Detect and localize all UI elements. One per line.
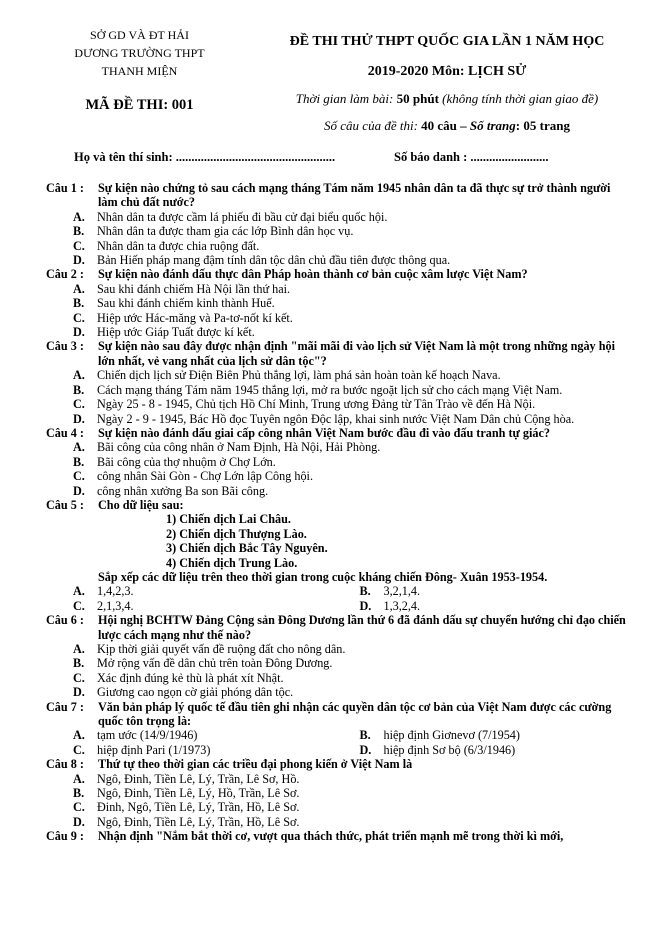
answer-row xyxy=(46,412,646,426)
data-item: 3) Chiến dịch Bắc Tây Nguyên. xyxy=(166,541,328,556)
question xyxy=(46,757,646,771)
answer-option[interactable]: Bãi công của công nhân ở Nam Định, Hà Nội, Hải Phòng. xyxy=(97,440,381,455)
answer-option[interactable]: Sau khi đánh chiếm kinh thành Huế. xyxy=(97,296,275,311)
answer-letter[interactable]: B. xyxy=(73,454,85,469)
answer-letter[interactable]: A. xyxy=(73,728,85,743)
answer-row xyxy=(46,224,646,238)
answer-row xyxy=(46,325,646,339)
question-number: Câu 2 : xyxy=(46,267,84,282)
answer-option[interactable]: Sau khi đánh chiếm Hà Nội lần thứ hai. xyxy=(97,281,291,296)
answer-option[interactable]: 1,4,2,3. xyxy=(97,584,134,599)
answer-row xyxy=(46,743,646,757)
answer-option[interactable]: hiệp định Sơ bộ (6/3/1946) xyxy=(383,742,516,757)
student-id-field[interactable]: Số báo danh : ......................... xyxy=(394,150,549,164)
answer-letter[interactable]: B. xyxy=(73,656,85,671)
answer-option[interactable]: Ngô, Đinh, Tiền Lê, Lý, Trần, Hồ, Lê Sơ. xyxy=(97,814,300,829)
answer-letter[interactable]: C. xyxy=(73,238,85,253)
answer-option[interactable]: Chiến dịch lịch sử Điện Biên Phủ thắng lợi, làm phá sản hoàn toàn kế hoạch Nava. xyxy=(97,368,501,383)
answer-option[interactable]: Mở rộng vấn đề dân chủ trên toàn Đông Dương. xyxy=(97,656,333,671)
answer-option[interactable]: Hiệp ước Giáp Tuất được kí kết. xyxy=(97,325,255,340)
student-info xyxy=(74,150,634,165)
question xyxy=(46,829,646,843)
answer-row xyxy=(46,800,646,814)
answer-row xyxy=(46,772,646,786)
data-item: 4) Chiến dịch Trung Lào. xyxy=(166,555,298,570)
answer-row xyxy=(46,239,646,253)
answer-row xyxy=(46,311,646,325)
answer-option[interactable]: tạm ước (14/9/1946) xyxy=(97,728,198,743)
question xyxy=(46,339,646,368)
department-line-1: SỞ GD VÀ ĐT HẢI xyxy=(90,28,189,42)
answer-option[interactable]: Nhân dân ta được tham gia các lớp Bình dân học vụ. xyxy=(97,224,354,239)
answer-letter[interactable]: C. xyxy=(73,598,85,613)
data-item: 2) Chiến dịch Thượng Lào. xyxy=(166,526,307,541)
answer-row xyxy=(46,815,646,829)
question xyxy=(46,613,646,642)
answer-row xyxy=(46,786,646,800)
answer-option[interactable]: hiệp định Pari (1/1973) xyxy=(97,742,211,757)
answer-letter[interactable]: C. xyxy=(73,397,85,412)
subject: Môn: LỊCH SỬ xyxy=(431,64,527,79)
count-info: Số câu của đề thi: 40 câu – Số trang: 05 trang xyxy=(324,118,570,133)
answer-option[interactable]: Đinh, Ngô, Tiền Lê, Lý, Trần, Hồ, Lê Sơ. xyxy=(97,800,300,815)
answer-letter[interactable]: A. xyxy=(73,642,85,656)
question xyxy=(46,267,646,281)
answer-option[interactable]: Bãi công của thợ nhuộm ở Chợ Lớn. xyxy=(97,454,276,469)
answer-row xyxy=(46,484,646,498)
question-list xyxy=(46,181,646,844)
answer-option[interactable]: hiệp định Giơnevơ (7/1954) xyxy=(383,728,520,743)
answer-row xyxy=(46,210,646,224)
answer-row xyxy=(46,296,646,310)
answer-letter[interactable]: D. xyxy=(73,814,85,829)
answer-letter[interactable]: D. xyxy=(73,411,85,426)
answer-option[interactable]: Ngô, Đinh, Tiền Lê, Lý, Trần, Lê Sơ, Hồ. xyxy=(97,771,300,786)
answer-letter[interactable]: C. xyxy=(73,469,85,484)
answer-row xyxy=(46,282,646,296)
question-text: Sự kiện nào đánh dấu thực dân Pháp hoàn thành cơ bản cuộc xâm lược Việt Nam? xyxy=(98,267,528,282)
department-line-3: THANH MIỆN xyxy=(101,64,178,78)
question-text: Sự kiện nào đánh dấu giai cấp công nhân Việt Nam bước đầu đi vào đấu tranh tự giác? xyxy=(98,425,550,440)
answer-row xyxy=(46,383,646,397)
question xyxy=(46,700,646,729)
department-line-2: DƯƠNG TRƯỜNG THPT xyxy=(74,46,205,60)
answer-row xyxy=(46,599,646,613)
answer-letter[interactable]: D. xyxy=(73,685,85,700)
answer-row xyxy=(46,642,646,656)
question xyxy=(46,181,646,210)
answer-letter[interactable]: A. xyxy=(73,209,85,224)
question-text: Hội nghị BCHTW Đảng Cộng sản Đông Dương lần thứ 6 đã đánh dấu sự chuyển hướng chỉ đạo chiến lược cách mạng như thế nào? xyxy=(98,613,626,642)
answer-option[interactable]: Giương cao ngọn cờ giải phóng dân tộc. xyxy=(97,685,294,700)
answer-letter[interactable]: A. xyxy=(73,368,85,383)
time-value: 50 phút xyxy=(396,91,439,106)
answer-letter[interactable]: B. xyxy=(73,224,85,239)
school-year: 2019-2020 xyxy=(367,64,432,79)
question xyxy=(46,498,646,512)
answer-letter[interactable]: B. xyxy=(359,728,371,743)
data-item: 1) Chiến dịch Lai Châu. xyxy=(166,512,291,527)
answer-letter[interactable]: A. xyxy=(73,281,85,296)
student-name-field[interactable]: Họ và tên thí sinh: ................................................... xyxy=(74,150,336,164)
answer-letter[interactable]: D. xyxy=(359,742,372,757)
page-count: : 05 trang xyxy=(515,118,570,133)
answer-letter[interactable]: D. xyxy=(359,598,372,613)
answer-row xyxy=(46,469,646,483)
answer-option[interactable]: Xác định đúng kẻ thù là phát xít Nhật. xyxy=(97,670,284,685)
question-number: Câu 7 : xyxy=(46,699,84,714)
question-number: Câu 8 : xyxy=(46,757,84,772)
answer-option[interactable]: Bản Hiến pháp mang đậm tính dân tộc dân chủ đầu tiên được thông qua. xyxy=(97,253,451,268)
question xyxy=(46,426,646,440)
answer-option[interactable]: Nhân dân ta được cầm lá phiếu đi bầu cử đại biểu quốc hội. xyxy=(97,209,388,224)
answer-letter[interactable]: B. xyxy=(359,584,371,599)
answer-letter[interactable]: D. xyxy=(73,325,85,340)
question-text: Nhận định "Nắm bắt thời cơ, vượt qua thách thức, phát triển mạnh mẽ trong thời kì mới, xyxy=(98,829,564,844)
question-number: Câu 5 : xyxy=(46,497,84,512)
answer-letter[interactable]: C. xyxy=(73,742,85,757)
answer-row xyxy=(46,584,646,598)
answer-option[interactable]: công nhân Sài Gòn - Chợ Lớn lập Công hội. xyxy=(97,469,313,484)
answer-letter[interactable]: C. xyxy=(73,670,85,685)
answer-row xyxy=(46,368,646,382)
answer-option[interactable]: 1,3,2,4. xyxy=(383,598,421,613)
answer-row xyxy=(46,455,646,469)
question-number: Câu 4 : xyxy=(46,425,84,440)
answer-row xyxy=(46,253,646,267)
exam-code: MÃ ĐỀ THI: 001 xyxy=(85,97,194,113)
answer-option[interactable]: 2,1,3,4. xyxy=(97,598,134,613)
answer-letter[interactable]: B. xyxy=(73,382,85,397)
answer-letter[interactable]: B. xyxy=(73,786,85,801)
header-right xyxy=(262,32,632,135)
answer-letter[interactable]: A. xyxy=(73,771,85,786)
question-number: Câu 6 : xyxy=(46,613,84,628)
answer-row xyxy=(46,685,646,699)
answer-row xyxy=(46,671,646,685)
header-left xyxy=(52,26,227,114)
question-text: Cho dữ liệu sau: xyxy=(98,497,184,512)
answer-letter[interactable]: C. xyxy=(73,310,85,325)
answer-letter[interactable]: C. xyxy=(73,800,85,815)
question-text: Thứ tự theo thời gian các triều đại phong kiến ở Việt Nam là xyxy=(98,757,413,772)
answer-letter[interactable]: A. xyxy=(73,440,85,455)
answer-row xyxy=(46,728,646,742)
answer-row xyxy=(46,656,646,670)
answer-row xyxy=(46,440,646,454)
question-number: Câu 3 : xyxy=(46,339,84,354)
answer-option[interactable]: Ngày 25 - 8 - 1945, Chủ tịch Hồ Chí Minh, Trung ương Đảng từ Tân Trào về đến Hà Nội. xyxy=(97,397,536,412)
answer-row xyxy=(46,397,646,411)
answer-option[interactable]: Hiệp ước Hác-măng và Pa-tơ-nốt kí kết. xyxy=(97,310,293,325)
question-count: 40 câu – xyxy=(421,118,470,133)
question-number: Câu 1 : xyxy=(46,181,84,195)
answer-option[interactable]: 3,2,1,4. xyxy=(383,584,421,599)
answer-option[interactable]: Ngô, Đinh, Tiền Lê, Lý, Hồ, Trần, Lê Sơ. xyxy=(97,786,300,801)
answer-letter[interactable]: D. xyxy=(73,253,85,268)
answer-option[interactable]: Ngày 2 - 9 - 1945, Bác Hồ đọc Tuyên ngôn Độc lập, khai sinh nước Việt Nam Dân chủ Cộng hòa. xyxy=(97,411,575,426)
answer-letter[interactable]: B. xyxy=(73,296,85,311)
question-text: Sự kiện nào chứng tỏ sau cách mạng tháng Tám năm 1945 nhân dân ta đã thực sự trở thành người làm chủ đất nước? xyxy=(98,181,611,210)
answer-option[interactable]: Cách mạng tháng Tám năm 1945 thắng lợi, mở ra bước ngoặt lịch sử cho cách mạng Việt Nam. xyxy=(97,382,563,397)
exam-title: ĐỀ THI THỬ THPT QUỐC GIA LẦN 1 NĂM HỌC xyxy=(289,34,605,49)
question-instruction: Sắp xếp các dữ liệu trên theo thời gian trong cuộc kháng chiến Đông- Xuân 1953-1954. xyxy=(98,569,548,584)
exam-subtitle xyxy=(262,62,632,82)
answer-letter[interactable]: A. xyxy=(73,584,85,599)
answer-option[interactable]: công nhân xưởng Ba son Bãi công. xyxy=(97,483,269,498)
answer-option[interactable]: Nhân dân ta được chia ruộng đất. xyxy=(97,238,260,253)
answer-option[interactable]: Kịp thời giải quyết vấn đề ruộng đất cho nông dân. xyxy=(97,642,346,656)
question-text: Sự kiện nào sau đây được nhận định "mãi mãi đi vào lịch sử Việt Nam là một trong những ngày hội lớn nhất, vẻ vang nhất của lịch sử dân tộc"? xyxy=(98,339,615,368)
answer-letter[interactable]: D. xyxy=(73,483,85,498)
question-text: Văn bản pháp lý quốc tế đầu tiên ghi nhận các quyền dân tộc cơ bản của Việt Nam được các cường quốc tôn trọng là: xyxy=(98,699,612,729)
time-info: Thời gian làm bài: 50 phút (không tính thời gian giao đề) xyxy=(295,91,599,106)
question-number: Câu 9 : xyxy=(46,829,84,844)
